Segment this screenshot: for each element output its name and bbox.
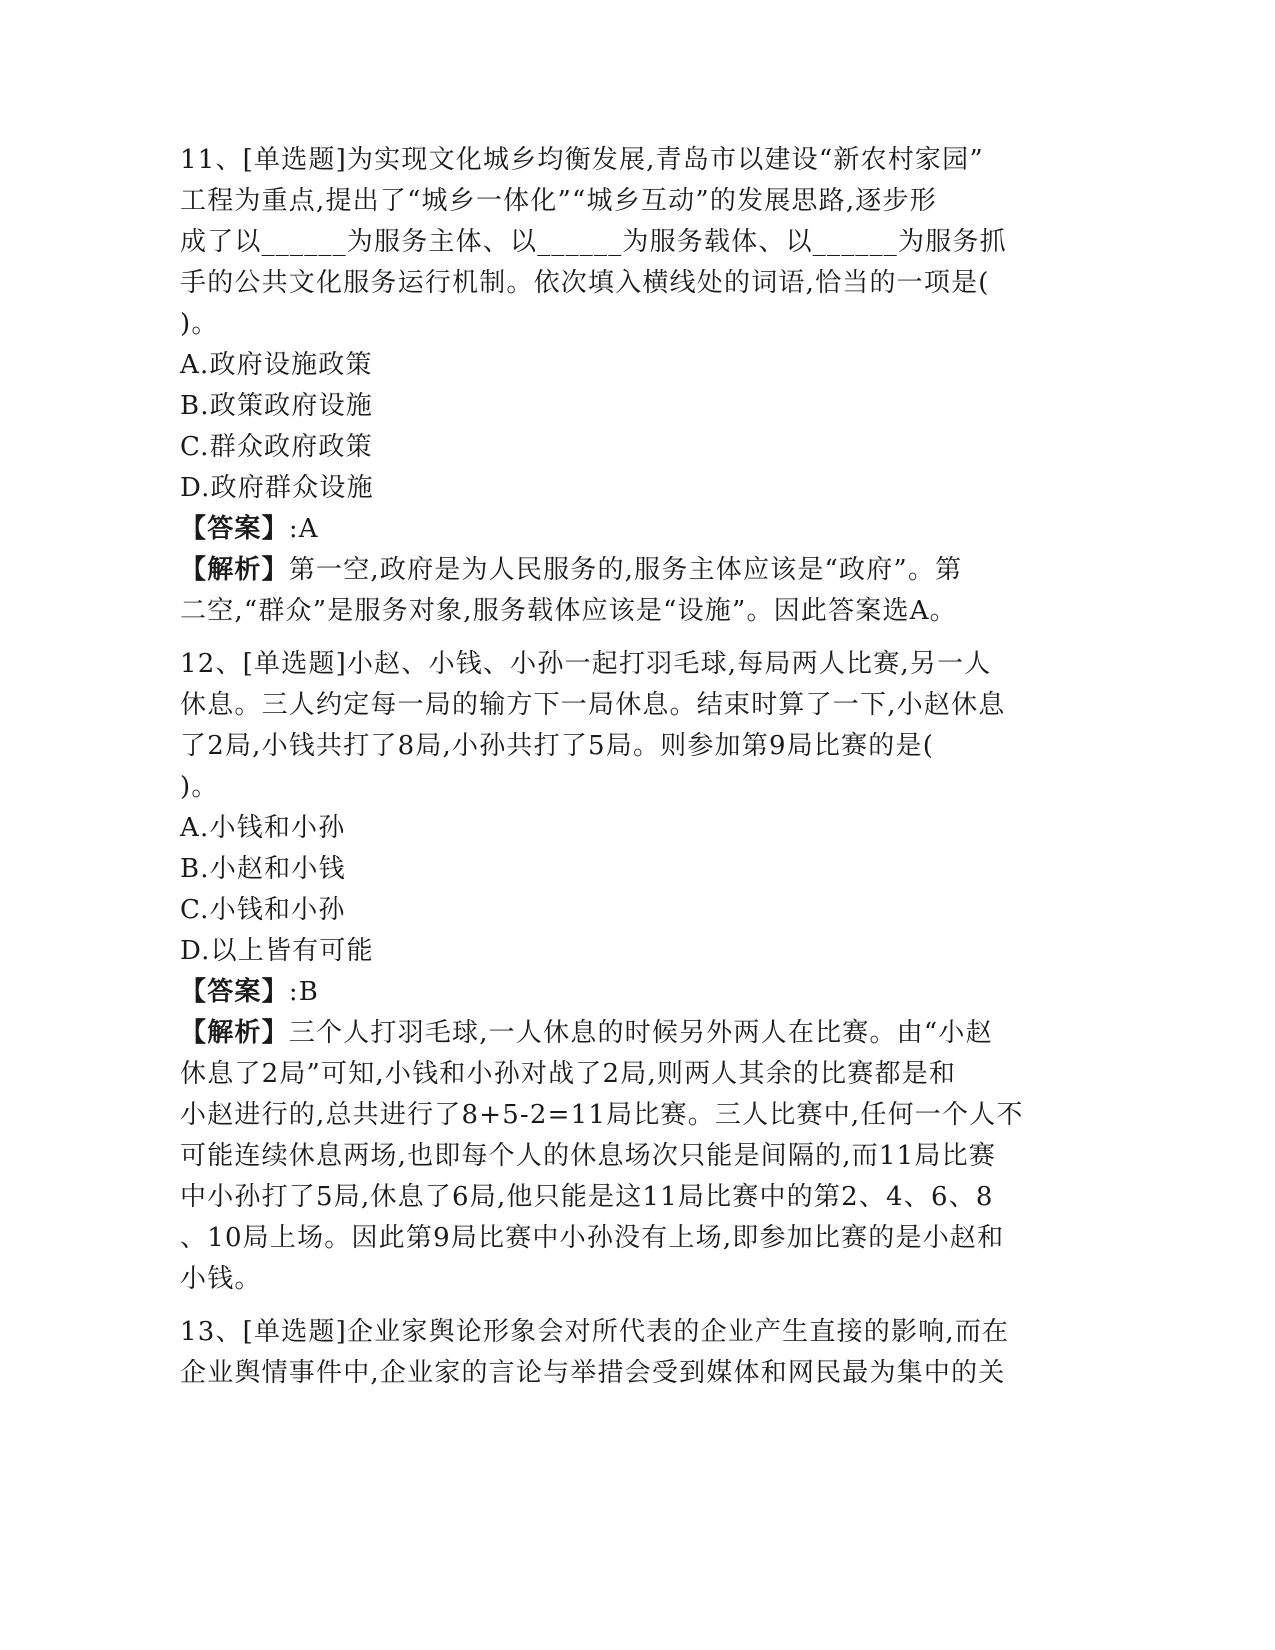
option-a: A.小钱和小孙 bbox=[180, 813, 346, 843]
option-c: C.群众政府政策 bbox=[180, 432, 373, 462]
question-stem-line: 工程为重点,提出了“城乡一体化”“城乡互动”的发展思路,逐步形 bbox=[180, 186, 937, 216]
answer-value: :A bbox=[288, 514, 319, 544]
question-stem-line: )。 bbox=[180, 772, 219, 802]
answer-label: 【答案】 bbox=[180, 977, 289, 1007]
option-d: D.政府群众设施 bbox=[180, 473, 374, 503]
question-stem-line: 成了以______为服务主体、以______为服务载体、以______为服务抓 bbox=[180, 227, 1007, 257]
analysis-text: 第一空,政府是为人民服务的,服务主体应该是“政府”。第 bbox=[288, 555, 963, 585]
analysis-line: 小赵进行的,总共进行了8+5-2=11局比赛。三人比赛中,任何一个人不 bbox=[180, 1100, 1024, 1130]
analysis-line bbox=[180, 1013, 1040, 1054]
analysis-label: 【解析】 bbox=[180, 555, 289, 585]
analysis-line: 休息了2局”可知,小钱和小孙对战了2局,则两人其余的比赛都是和 bbox=[180, 1059, 957, 1089]
analysis-line: 二空,“群众”是服务对象,服务载体应该是“设施”。因此答案选A。 bbox=[180, 596, 957, 626]
analysis-line: 中小孙打了5局,休息了6局,他只能是这11局比赛中的第2、4、6、8 bbox=[180, 1182, 994, 1212]
analysis-line: 可能连续休息两场,也即每个人的休息场次只能是间隔的,而11局比赛 bbox=[180, 1141, 997, 1171]
option-a: A.政府设施政策 bbox=[180, 350, 373, 380]
question-stem-line: 了2局,小钱共打了8局,小孙共打了5局。则参加第9局比赛的是( bbox=[180, 731, 935, 761]
answer-value: :B bbox=[288, 977, 320, 1007]
document-page bbox=[180, 140, 1040, 1406]
question-13 bbox=[180, 1312, 1040, 1394]
question-stem-line: )。 bbox=[180, 309, 219, 339]
analysis-line: 、10局上场。因此第9局比赛中小孙没有上场,即参加比赛的是小赵和 bbox=[180, 1223, 1005, 1253]
option-c: C.小钱和小孙 bbox=[180, 895, 346, 925]
answer-line bbox=[180, 972, 1040, 1013]
analysis-label: 【解析】 bbox=[180, 1018, 289, 1048]
question-stem-line: 手的公共文化服务运行机制。依次填入横线处的词语,恰当的一项是( bbox=[180, 268, 990, 298]
question-stem-line: 企业舆情事件中,企业家的言论与举措会受到媒体和网民最为集中的关 bbox=[180, 1358, 1006, 1388]
question-stem-line: 休息。三人约定每一局的输方下一局休息。结束时算了一下,小赵休息 bbox=[180, 690, 1006, 720]
option-b: B.政策政府设施 bbox=[180, 391, 373, 421]
question-11 bbox=[180, 140, 1040, 632]
question-stem-line: 11、[单选题]为实现文化城乡均衡发展,青岛市以建设“新农村家园” bbox=[180, 145, 984, 175]
question-12 bbox=[180, 644, 1040, 1300]
option-d: D.以上皆有可能 bbox=[180, 936, 374, 966]
analysis-line: 小钱。 bbox=[180, 1264, 262, 1294]
option-b: B.小赵和小钱 bbox=[180, 854, 346, 884]
analysis-text: 三个人打羽毛球,一人休息的时候另外两人在比赛。由“小赵 bbox=[288, 1018, 993, 1048]
answer-label: 【答案】 bbox=[180, 514, 289, 544]
question-stem-line: 12、[单选题]小赵、小钱、小孙一起打羽毛球,每局两人比赛,另一人 bbox=[180, 649, 992, 679]
answer-line bbox=[180, 509, 1040, 550]
analysis-line bbox=[180, 550, 1040, 591]
question-stem-line: 13、[单选题]企业家舆论形象会对所代表的企业产生直接的影响,而在 bbox=[180, 1317, 1010, 1347]
